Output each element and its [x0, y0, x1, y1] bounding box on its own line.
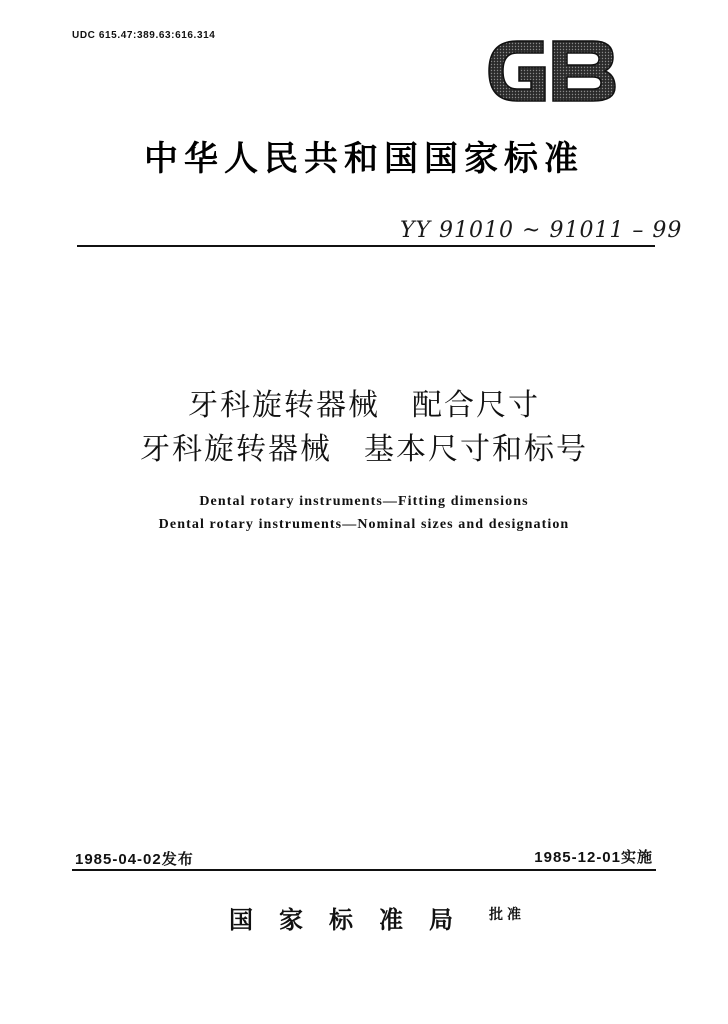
implement-date: 1985-12-01实施 [534, 849, 653, 866]
top-divider [77, 245, 655, 247]
gb-logo-graphic [481, 33, 621, 109]
bottom-divider [72, 869, 656, 871]
approve-label: 批准 [489, 907, 525, 923]
standard-title: 中华人民共和国国家标准 [144, 139, 584, 179]
en-title-line2: Dental rotary instruments—Nominal sizes and designation [158, 517, 570, 532]
standard-number: YY 91010 ~ 91011 – 99 [400, 218, 683, 243]
udc-code: UDC 615.47:389.63:616.314 [72, 30, 216, 41]
en-title-line1: Dental rotary instruments—Fitting dimensions [199, 494, 529, 509]
cn-title-line1: 牙科旋转器械 配合尺寸 [188, 388, 540, 423]
issue-date: 1985-04-02发布 [75, 851, 194, 868]
cn-title-line2: 牙科旋转器械 基本尺寸和标号 [140, 432, 588, 467]
issuing-bureau: 国家标准局 [229, 906, 479, 934]
gb-logo [481, 33, 621, 109]
